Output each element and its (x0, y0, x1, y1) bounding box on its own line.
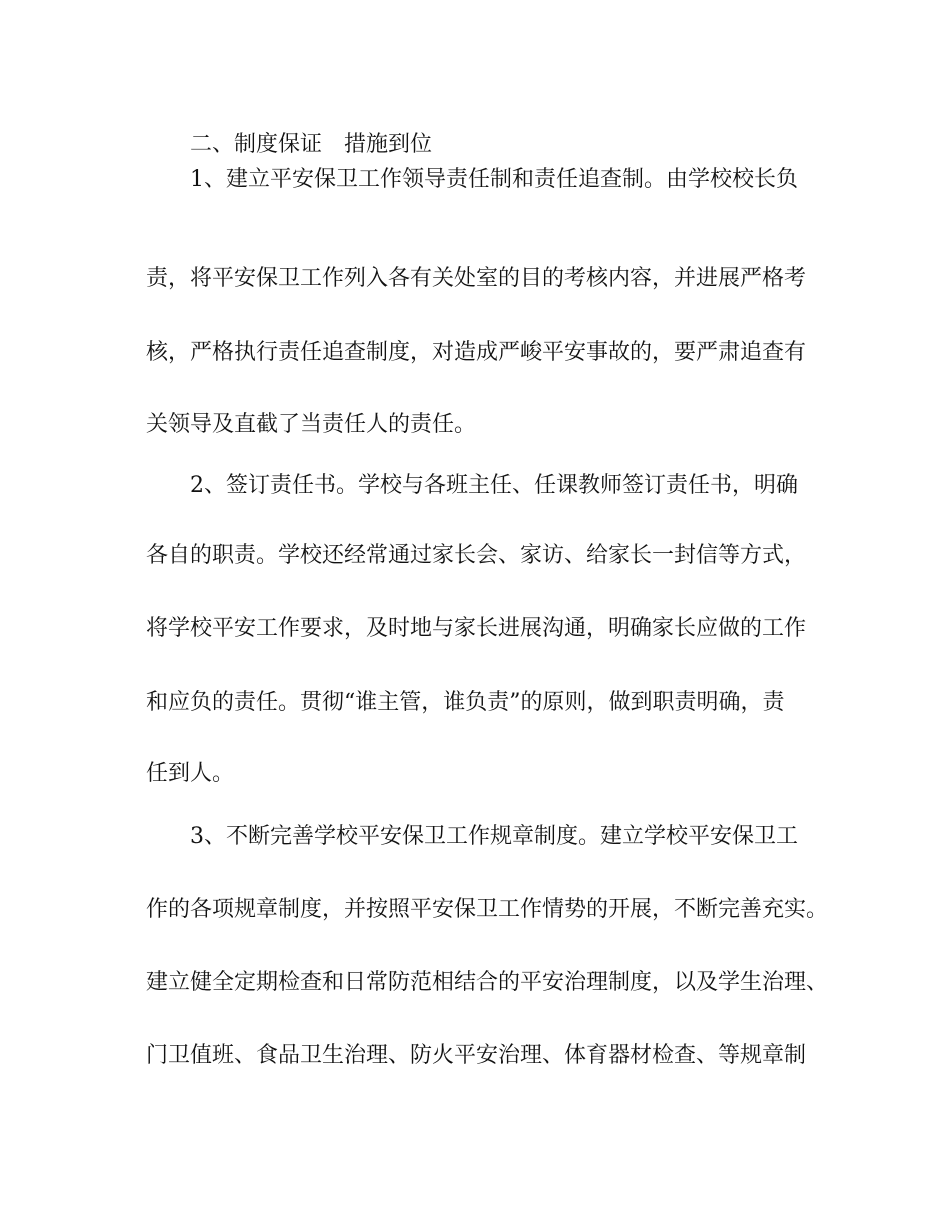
paragraph-line: 关领导及直截了当责任人的责任。 (146, 412, 477, 437)
paragraph-line: 3、不断完善学校平安保卫工作规章制度。建立学校平安保卫工 (190, 824, 798, 849)
paragraph-line: 门卫值班、食品卫生治理、防火平安治理、体育器材检查、等规章制 (146, 1043, 807, 1068)
paragraph-line: 和应负的责任。贯彻“谁主管，谁负责”的原则，做到职责明确，责 (146, 690, 785, 715)
paragraph-line: 1、建立平安保卫工作领导责任制和责任追查制。由学校校长负 (190, 167, 798, 192)
paragraph-line: 责，将平安保卫工作列入各有关处室的目的考核内容，并进展严格考 (146, 266, 807, 291)
paragraph-line: 任到人。 (146, 761, 235, 786)
section-heading: 二、制度保证 措施到位 (190, 132, 433, 157)
paragraph-line: 核，严格执行责任追查制度，对造成严峻平安事故的，要严肃追查有 (146, 340, 807, 365)
paragraph-line: 作的各项规章制度，并按照平安保卫工作情势的开展，不断完善充实。 (146, 897, 829, 922)
paragraph-line: 将学校平安工作要求，及时地与家长进展沟通，明确家长应做的工作 (146, 616, 807, 641)
paragraph-line: 建立健全定期检查和日常防范相结合的平安治理制度，以及学生治理、 (146, 970, 829, 995)
paragraph-line: 各自的职责。学校还经常通过家长会、家访、给家长一封信等方式， (146, 543, 807, 568)
paragraph-line: 2、签订责任书。学校与各班主任、任课教师签订责任书，明确 (190, 473, 798, 498)
